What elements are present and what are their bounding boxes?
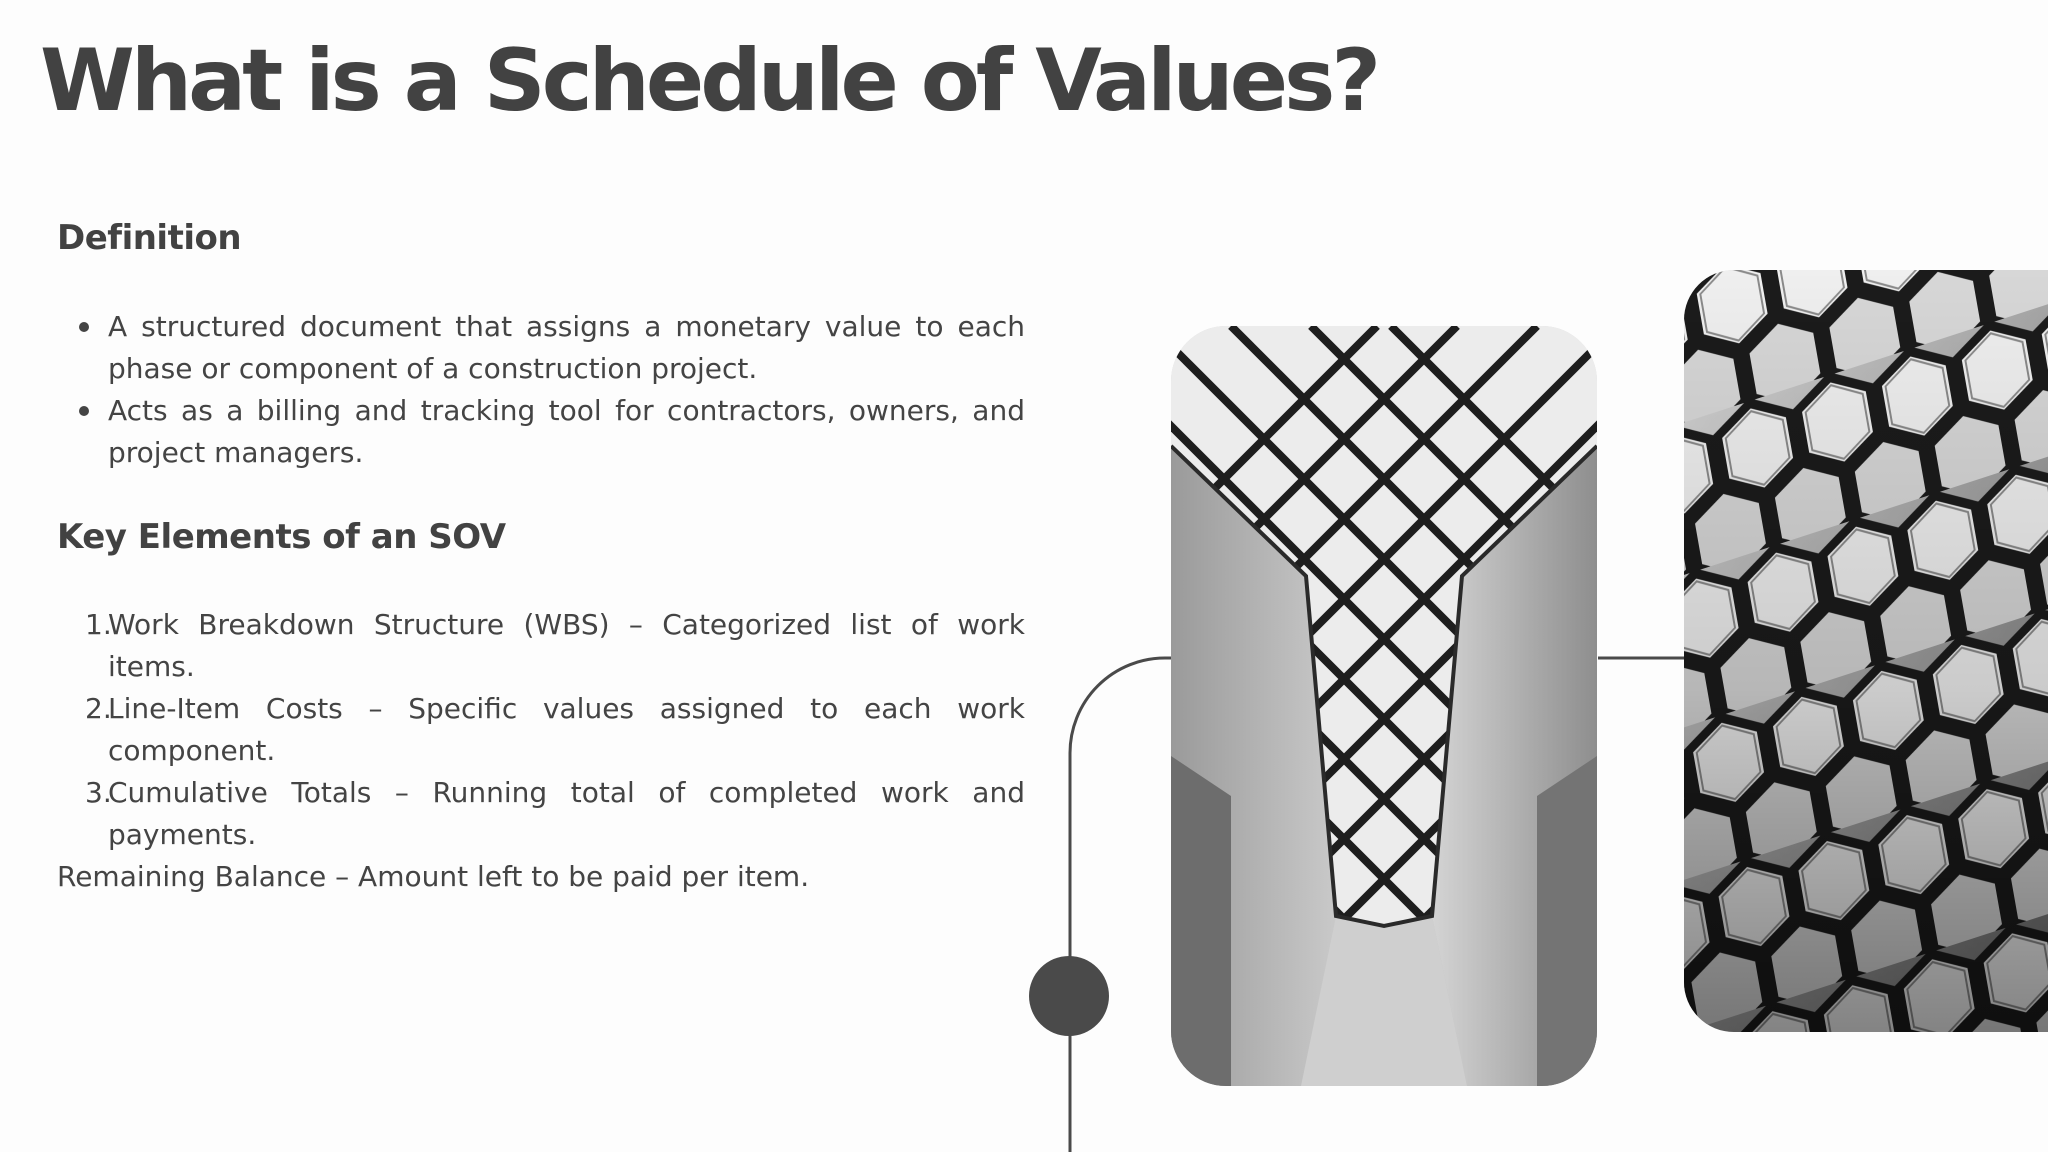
definition-bullet-text: Acts as a billing and tracking tool for contractors, owners, and project managers. (108, 394, 1025, 469)
connector-line (1070, 658, 1172, 1152)
key-element-text: Cumulative Totals – Running total of completed work and payments. (108, 776, 1025, 851)
item-number: 1. (85, 608, 112, 641)
skylight-photo (1171, 326, 1597, 1086)
key-element-text: Work Breakdown Structure (WBS) – Categorized list of work items. (108, 608, 1025, 683)
item-number: 2. (85, 692, 112, 725)
remaining-balance-line: Remaining Balance – Amount left to be paid per item. (57, 860, 810, 893)
item-number: 3. (85, 776, 112, 809)
key-elements-heading: Key Elements of an SOV (57, 517, 506, 557)
slide-title: What is a Schedule of Values? (40, 31, 1378, 131)
timeline-dot (1029, 956, 1109, 1036)
definition-bullet-text: A structured document that assigns a monetary value to each phase or component of a construction project. (108, 310, 1025, 385)
key-element-text: Line-Item Costs – Specific values assigned to each work component. (108, 692, 1025, 767)
hexagon-facade-photo (1684, 270, 2048, 1032)
definition-heading: Definition (57, 218, 242, 258)
